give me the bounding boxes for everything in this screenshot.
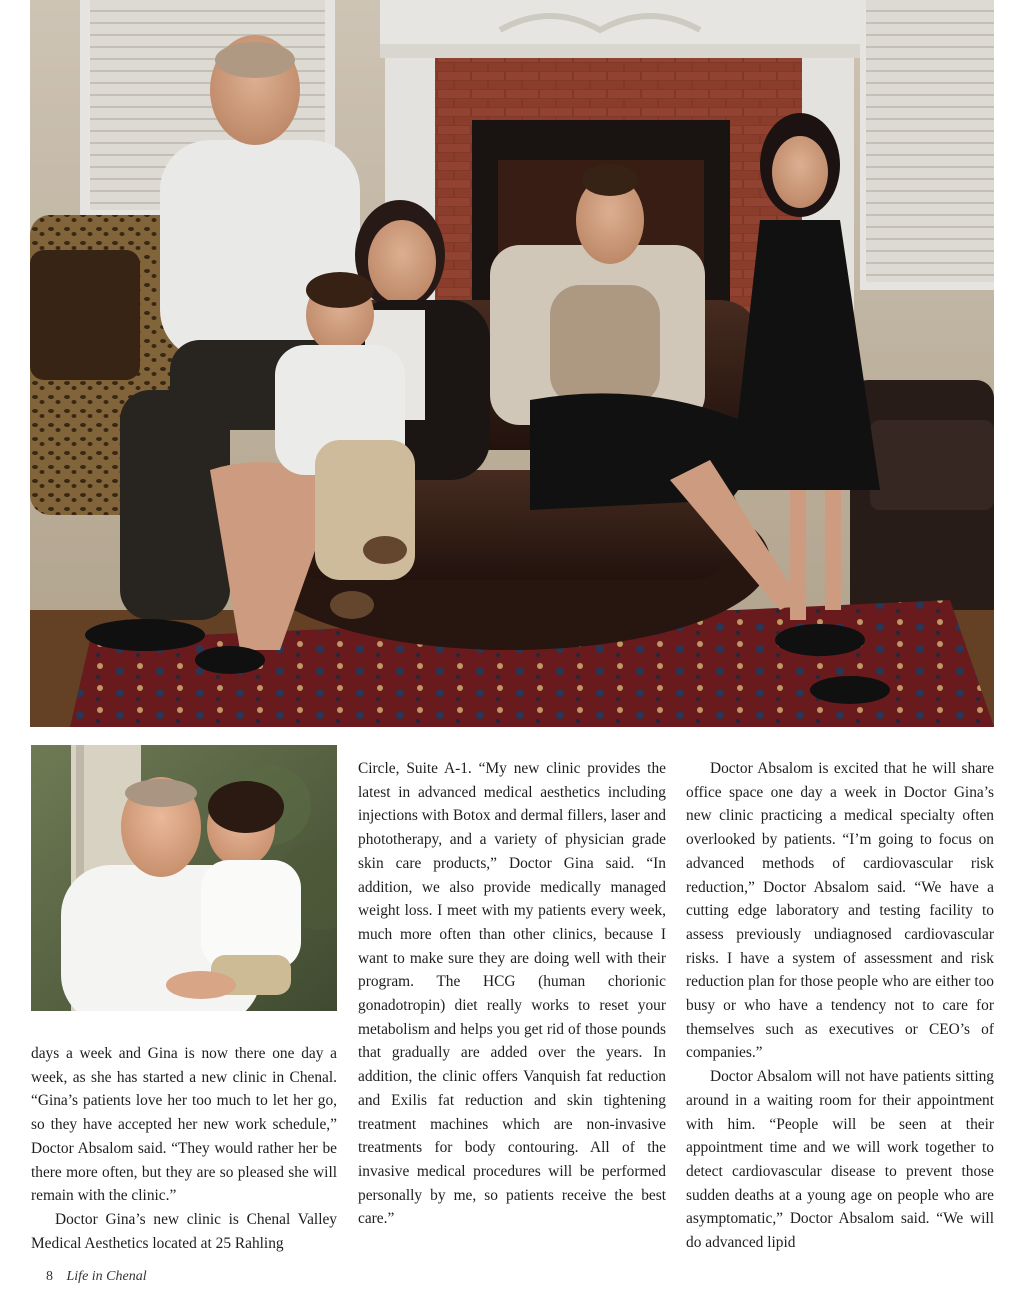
paragraph: days a week and Gina is now there one day a week, as she has started a new clinic in Chenal. “Gina’s patients love her too much to let her go, so they have accepted her new work schedule,” Doctor Absalom said. “They would rather her be there more often, but they are so pleased she will remain with the clinic.” [31, 1045, 337, 1205]
paragraph: Doctor Absalom will not have patients sitting around in a waiting room for their appointment with him. “People will be seen at their appointment time and we will work together to detect cardiovascular disease to prevent those sudden deaths at a young age on people who are asymptomatic,” Doctor Absalom said. “We will do advanced lipid [686, 1068, 994, 1252]
article-column-2 [358, 757, 666, 1231]
magazine-name: Life in Chenal [66, 1269, 147, 1284]
father-son-photo [31, 745, 337, 1011]
paragraph: Circle, Suite A-1. “My new clinic provides the latest in advanced medical aesthetics including injections with Botox and dermal fillers, laser and phototherapy, and a variety of physician grade skin care products,” Doctor Gina said. “In addition, we also provide medically managed weight loss. I meet with my patients every week, much more often than other clinics, because I want to make sure they are doing well with their program. The HCG (human chorionic gonadotropin) diet really works to reset your metabolism and helps you get rid of those pounds that gradually are added over the years. In addition, the clinic offers Vanquish fat reduction and Exilis fat reduction and skin tightening treatment machines which are non-invasive treatments for body contouring. All of the invasive medical procedures will be performed personally by me, so patients receive the best care.” [358, 760, 666, 1228]
paragraph: Doctor Absalom is excited that he will share office space one day a week in Doctor Gina’s new clinic practicing a medical specialty often overlooked by patients. “I’m going to focus on advanced methods of cardiovascular risk reduction,” Doctor Absalom said. “We have a cutting edge laboratory and testing facility to assess previously undiagnosed cardiovascular risks. I have a system of assessment and risk reduction plan for those people who are either too busy or who have a tendency not to care for themselves such as executives or CEO’s of companies.” [686, 760, 994, 1062]
family-portrait-photo [30, 0, 994, 727]
page-number: 8 [46, 1269, 53, 1284]
article-column-1 [31, 1042, 337, 1255]
page-footer [46, 1269, 147, 1285]
paragraph: Doctor Gina’s new clinic is Chenal Valley Medical Aesthetics located at 25 Rahling [31, 1210, 337, 1252]
article-column-3 [686, 757, 994, 1255]
